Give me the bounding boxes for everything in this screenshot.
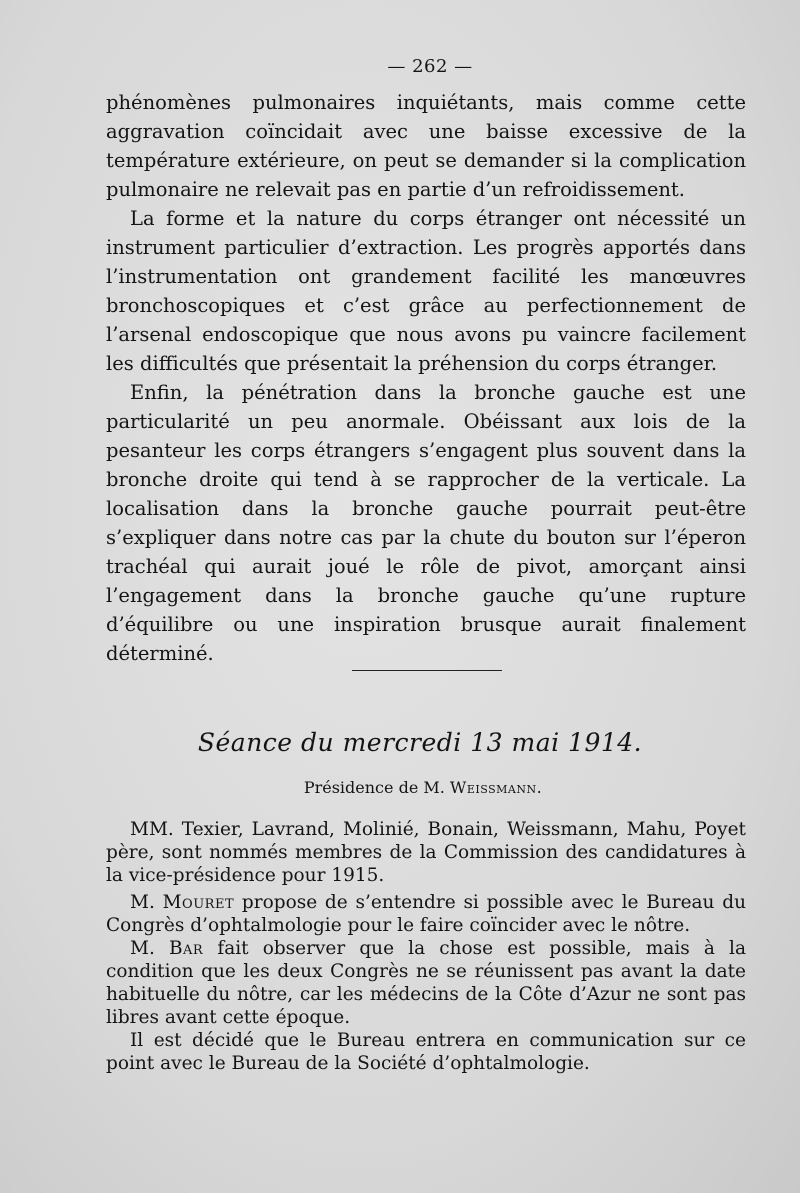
paragraph-left-bronchus: Enfin, la pénétration dans la bronche gauche est une particularité un peu anormale. Obéissant aux lois de la pesanteur les corps étrangers s’engagent plus souvent dans la bronche droite qui tend à se rapprocher de la verticale. La localisation dans la bronche gauche pourrait peut-être s’expliquer dans notre cas par la chute du bouton sur l’éperon trachéal qui aurait joué le rôle de pivot, amorçant ainsi l’engagement dans la bronche gauche qu’une rupture d’équilibre ou une inspiration brusque aurait finalement déterminé. <box>106 381 746 665</box>
paragraph-commission: MM. Texier, Lavrand, Molinié, Bonain, Weissmann, Mahu, Poyet père, sont nommés membres de la Commission des candidatures à la vice-présidence pour 1915. <box>106 819 746 886</box>
speaker-mouret: Mouret <box>162 892 235 913</box>
paragraph-decision: Il est décidé que le Bureau entrera en communication sur ce point avec le Bureau de la Société d’ophtalmologie. <box>106 1030 746 1074</box>
session-title: Séance du mercredi 13 mai 1914. <box>197 728 643 757</box>
bar-text: fait observer que la chose est possible, mais à la condition que les deux Congrès ne se réunissent pas avant la date habituelle du nôtre, car les médecins de la Côte d’Azur ne sont pas libres avant cette époque. <box>106 938 746 1028</box>
paragraph-bar <box>106 937 746 1029</box>
paragraph-extraction: La forme et la nature du corps étranger ont nécessité un instrument particulier d’extraction. Les progrès apportés dans l’instrumentation ont grandement facilité les manœuvres bronchoscopiques et c’est grâce au perfectionnement de l’arsenal endoscopique que nous avons pu vaincre facilement les difficultés que présentait la préhension du corps étranger. <box>106 207 746 375</box>
page-number: — 262 — <box>387 56 473 77</box>
mouret-text: propose de s’entendre si possible avec le Bureau du Congrès d’ophtalmologie pour le faire coïncider avec le nôtre. <box>106 892 746 936</box>
presidency-prefix: Présidence de M. <box>303 778 450 797</box>
presidency-line <box>0 778 800 797</box>
speaker-bar: Bar <box>168 938 204 959</box>
continuation-text <box>106 88 746 668</box>
president-name: Weissmann. <box>449 778 543 797</box>
paragraph-mouret <box>106 891 746 937</box>
session-minutes <box>106 818 746 1075</box>
section-divider <box>352 670 502 671</box>
mouret-prefix: M. <box>130 892 163 913</box>
bar-prefix: M. <box>130 938 169 959</box>
paragraph-complication: phénomènes pulmonaires inquiétants, mais comme cette aggravation coïncidait avec une baisse excessive de la température extérieure, on peut se demander si la complication pulmonaire ne relevait pas en partie d’un refroidissement. <box>106 91 746 201</box>
